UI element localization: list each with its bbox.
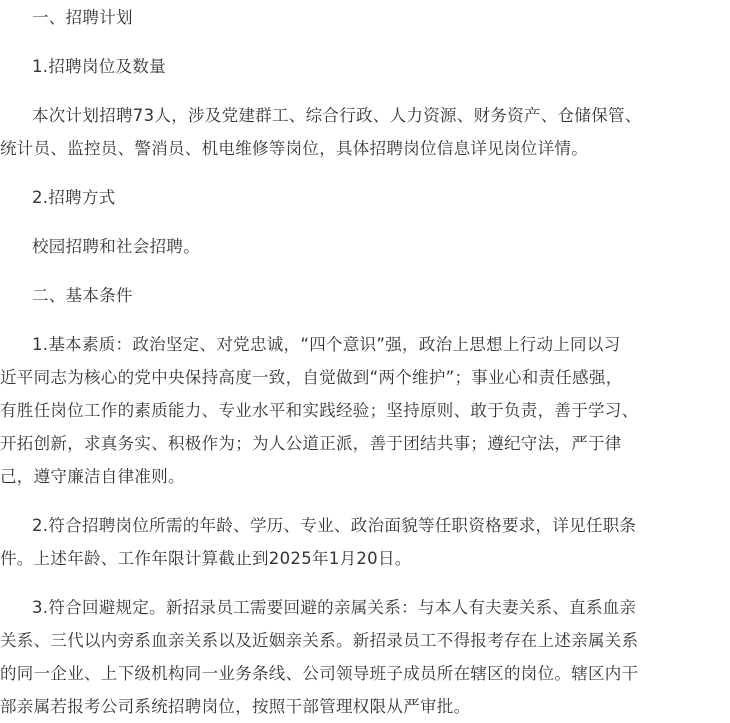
paragraph-line: 2.符合招聘岗位所需的年龄、学历、专业、政治面貌等任职资格要求，详见任职条	[32, 516, 637, 535]
paragraph-line: 有胜任岗位工作的素质能力、专业水平和实践经验；坚持原则、敢于负责，善于学习、	[0, 401, 639, 420]
paragraph-line: 关系、三代以内旁系血亲关系以及近姻亲关系。新招录员工不得报考存在上述亲属关系	[0, 631, 639, 650]
paragraph-line: 3.符合回避规定。新招录员工需要回避的亲属关系：与本人有夫妻关系、直系血亲	[32, 598, 637, 617]
paragraph-line: 1.基本素质：政治坚定、对党忠诚，“四个意识”强，政治上思想上行动上同以习	[32, 335, 621, 354]
paragraph-line: 己，遵守廉洁自律准则。	[0, 467, 185, 486]
article-body	[0, 1, 730, 716]
paragraph-line: 开拓创新，求真务实、积极作为；为人公道正派，善于团结共事；遵纪守法，严于律	[0, 434, 622, 453]
section-heading-recruitment-plan: 一、招聘计划	[32, 8, 133, 27]
paragraph-line: 本次计划招聘73人，涉及党建群工、综合行政、人力资源、财务资产、仓储保管、	[32, 106, 642, 125]
section-heading-basic-conditions: 二、基本条件	[32, 286, 133, 305]
paragraph-line: 部亲属若报考公司系统招聘岗位，按照干部管理权限从严审批。	[0, 697, 471, 716]
paragraph-line: 件。上述年龄、工作年限计算截止到2025年1月20日。	[0, 549, 412, 568]
subheading-positions-and-quantity: 1.招聘岗位及数量	[32, 57, 166, 76]
paragraph-line: 近平同志为核心的党中央保持高度一致，自觉做到“两个维护”；事业心和责任感强，	[0, 368, 623, 387]
paragraph-line: 的同一企业、上下级机构同一业务条线、公司领导班子成员所在辖区的岗位。辖区内干	[0, 664, 639, 683]
subheading-recruitment-method: 2.招聘方式	[32, 188, 116, 207]
paragraph-line: 校园招聘和社会招聘。	[32, 237, 200, 256]
paragraph-line: 统计员、监控员、警消员、机电维修等岗位，具体招聘岗位信息详见岗位详情。	[0, 139, 588, 158]
